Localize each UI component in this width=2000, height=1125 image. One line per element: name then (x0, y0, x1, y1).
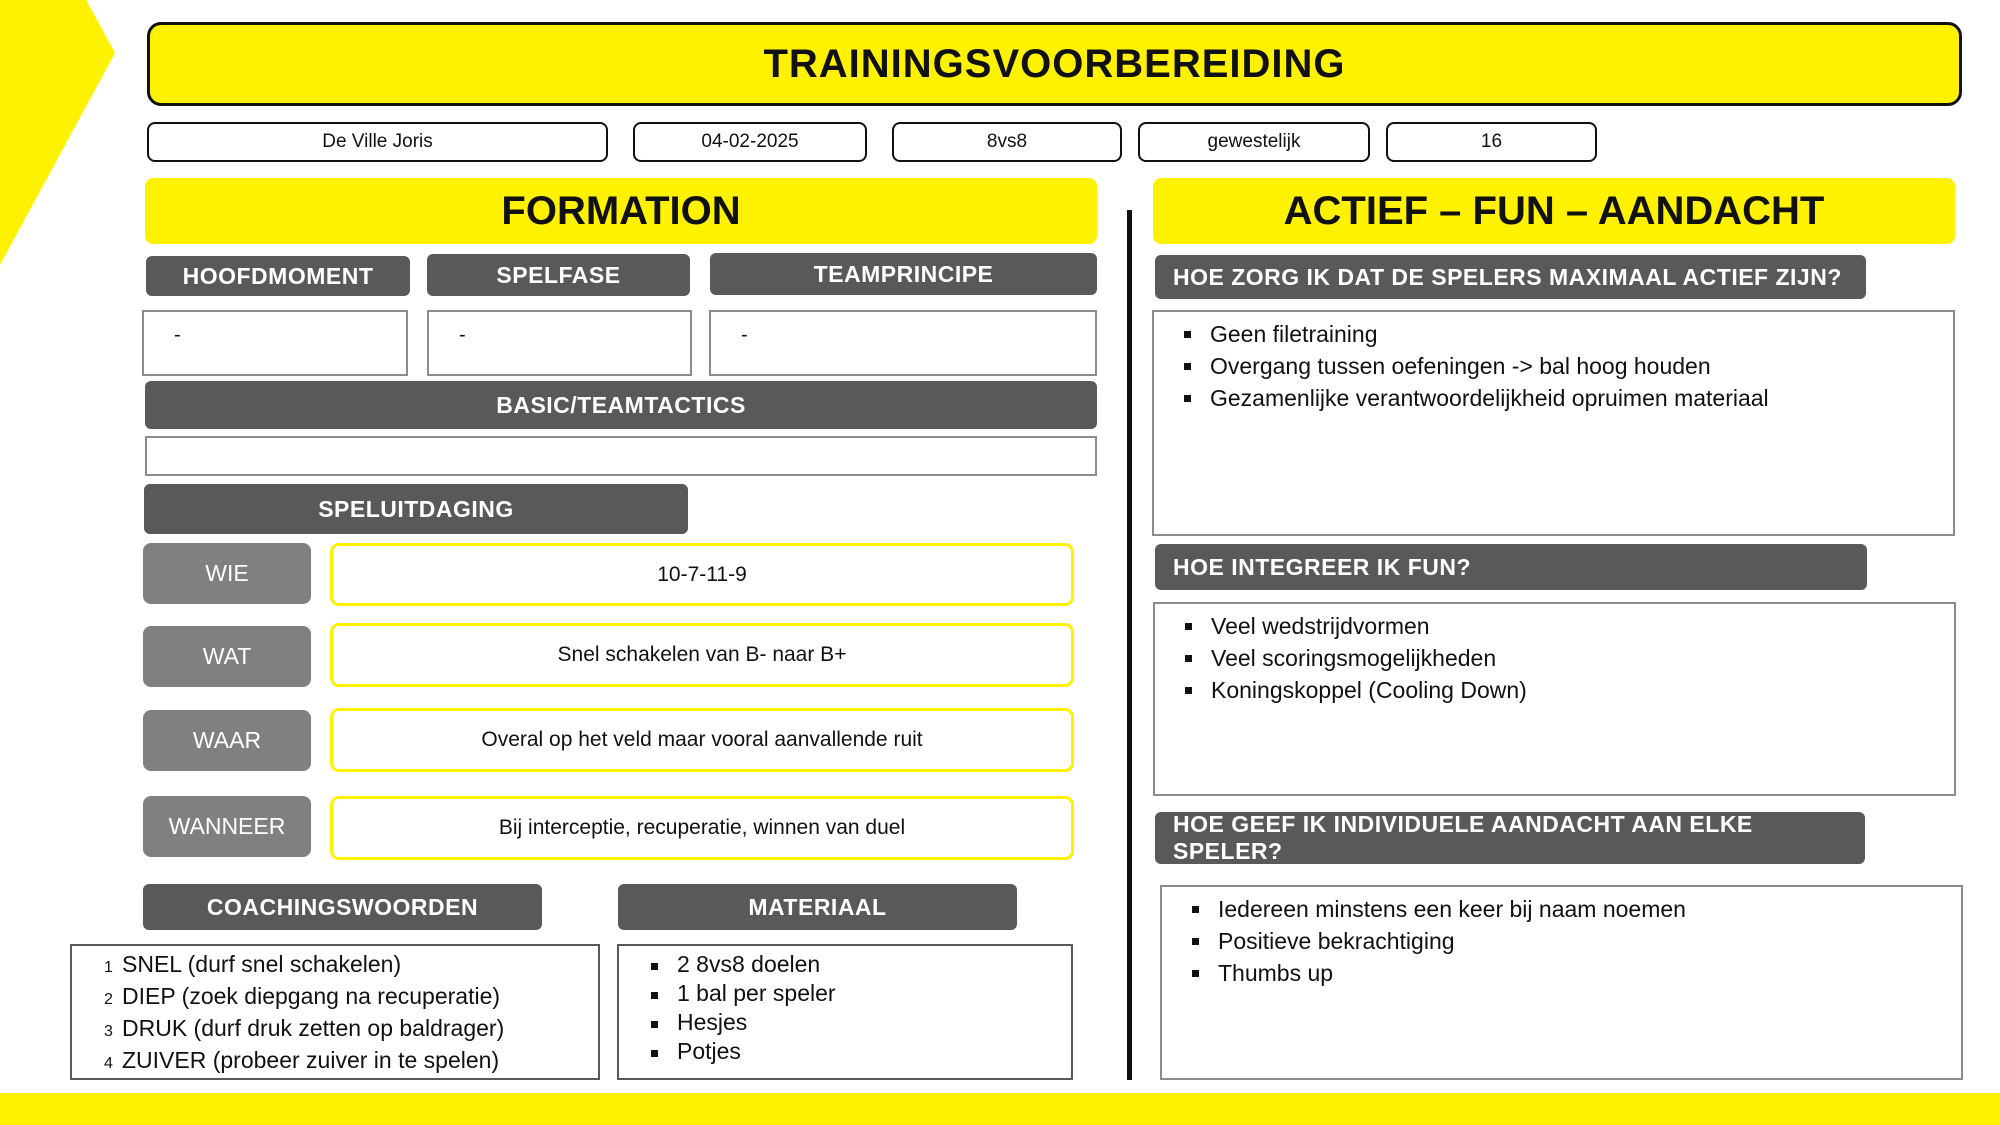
basic-teamtactics-value[interactable] (145, 436, 1097, 476)
list-item: 1 SNEL (durf snel schakelen) (104, 951, 402, 977)
coachingswoorden-box[interactable] (70, 944, 600, 1080)
hoofdmoment-label: HOOFDMOMENT (146, 256, 410, 296)
list-item: Iedereen minstens een keer bij naam noemen (1184, 893, 1961, 925)
list-item: 3 DRUK (durf druk zetten op baldrager) (104, 1015, 505, 1041)
trainer-field[interactable]: De Ville Joris (147, 122, 608, 162)
wanneer-label: WANNEER (143, 796, 311, 857)
basic-teamtactics-label: BASIC/TEAMTACTICS (145, 381, 1097, 429)
wat-label: WAT (143, 626, 311, 687)
date-field[interactable]: 04-02-2025 (633, 122, 867, 162)
speluitdaging-label: SPELUITDAGING (144, 484, 688, 534)
materiaal-box[interactable] (617, 944, 1073, 1080)
column-divider (1127, 210, 1132, 1080)
fun-box[interactable] (1153, 602, 1956, 796)
wie-label: WIE (143, 543, 311, 604)
materiaal-label: MATERIAAL (618, 884, 1017, 930)
formation-heading: FORMATION (145, 178, 1097, 244)
list-item: 1 bal per speler (643, 979, 1071, 1008)
spelfase-label: SPELFASE (427, 254, 690, 296)
list-item: Veel scoringsmogelijkheden (1177, 642, 1954, 674)
wie-value[interactable]: 10-7-11-9 (330, 543, 1074, 606)
hoofdmoment-value[interactable]: - (142, 310, 408, 376)
fun-list (1177, 610, 1954, 706)
list-item: Overgang tussen oefeningen -> bal hoog houden (1176, 350, 1953, 382)
aandacht-list (1184, 893, 1961, 989)
format-field[interactable]: 8vs8 (892, 122, 1122, 162)
actief-list (1176, 318, 1953, 414)
list-item: 4 ZUIVER (probeer zuiver in te spelen) (104, 1047, 500, 1073)
list-item: Veel wedstrijdvormen (1177, 610, 1954, 642)
list-item: Koningskoppel (Cooling Down) (1177, 674, 1954, 706)
list-item: Thumbs up (1184, 957, 1961, 989)
coachingswoorden-label: COACHINGSWOORDEN (143, 884, 542, 930)
actief-box[interactable] (1152, 310, 1955, 536)
materiaal-list (643, 950, 1071, 1066)
aandacht-box[interactable] (1160, 885, 1963, 1080)
age-field[interactable]: 16 (1386, 122, 1597, 162)
actief-fun-aandacht-heading: ACTIEF – FUN – AANDACHT (1153, 178, 1955, 244)
waar-label: WAAR (143, 710, 311, 771)
corner-chevron-decoration (0, 0, 115, 265)
page-title: TRAININGSVOORBEREIDING (147, 22, 1962, 106)
wanneer-value[interactable]: Bij interceptie, recuperatie, winnen van duel (330, 796, 1074, 860)
waar-value[interactable]: Overal op het veld maar vooral aanvallende ruit (330, 708, 1074, 772)
list-item: Hesjes (643, 1008, 1071, 1037)
fun-question: HOE INTEGREER IK FUN? (1155, 544, 1867, 590)
teamprincipe-value[interactable]: - (709, 310, 1097, 376)
level-field[interactable]: gewestelijk (1138, 122, 1370, 162)
wat-value[interactable]: Snel schakelen van B- naar B+ (330, 623, 1074, 687)
spelfase-value[interactable]: - (427, 310, 692, 376)
coachingswoorden-list (104, 950, 598, 1078)
list-item: Positieve bekrachtiging (1184, 925, 1961, 957)
aandacht-question: HOE GEEF IK INDIVIDUELE AANDACHT AAN ELKE SPELER? (1155, 812, 1865, 864)
list-item: 2 8vs8 doelen (643, 950, 1071, 979)
list-item: Gezamenlijke verantwoordelijkheid opruimen materiaal (1176, 382, 1953, 414)
bottom-accent-bar (0, 1093, 2000, 1125)
actief-question: HOE ZORG IK DAT DE SPELERS MAXIMAAL ACTIEF ZIJN? (1155, 255, 1866, 299)
list-item: 2 DIEP (zoek diepgang na recuperatie) (104, 983, 501, 1009)
teamprincipe-label: TEAMPRINCIPE (710, 253, 1097, 295)
list-item: Potjes (643, 1037, 1071, 1066)
list-item: Geen filetraining (1176, 318, 1953, 350)
